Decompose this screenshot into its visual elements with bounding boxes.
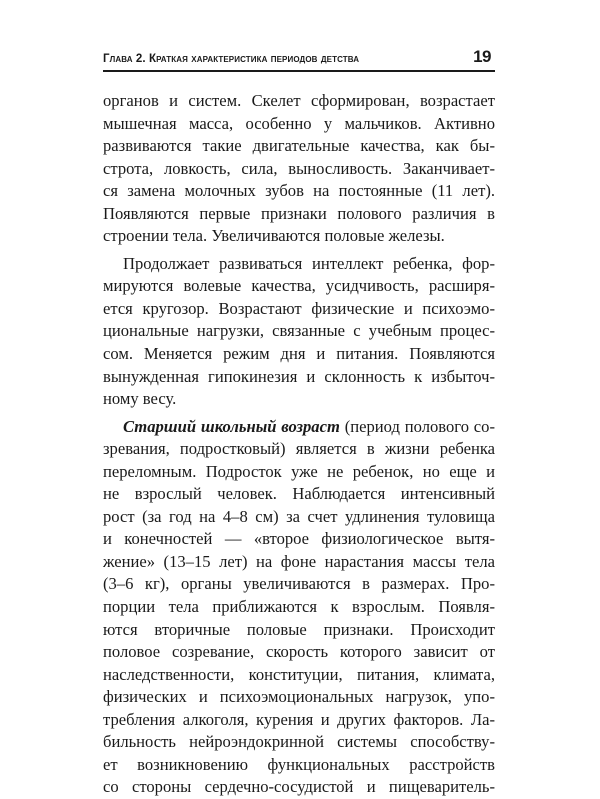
text-line: строта, ловкость, сила, выносливость. Заканчивает-: [103, 158, 495, 178]
paragraph-3: [103, 416, 495, 799]
text-line: строении тела. Увеличиваются половые железы.: [103, 226, 445, 246]
text-line: Появляются первые признаки полового различия в: [103, 203, 495, 223]
text-line: требления алкоголя, курения и других факторов. Ла-: [103, 709, 495, 729]
text-line: физических и психоэмоциональных нагрузок, упо-: [103, 687, 495, 707]
text-line: мируются волевые качества, усидчивость, расширя-: [103, 276, 495, 296]
page-number: 19: [473, 47, 491, 66]
paragraph-2: [103, 253, 495, 411]
text-line: и конечностей — «второе физиологическое вытя-: [103, 529, 495, 549]
text-line: органов и систем. Скелет сформирован, возрастает: [103, 91, 495, 110]
text-line: сом. Меняется режим дня и питания. Появляются: [103, 344, 495, 364]
paragraph-1: [103, 90, 495, 248]
text-line: жение» (13–15 лет) на фоне нарастания массы тела: [103, 551, 495, 571]
section-term: Старший школьный возраст: [123, 416, 340, 436]
text-line: ется кругозор. Возрастают физические и психоэмо-: [103, 298, 495, 318]
chapter-heading: [103, 53, 359, 65]
text-line: не взрослый человек. Наблюдается интенсивный: [103, 484, 495, 504]
text-line: ному весу.: [103, 389, 177, 409]
text-line: мышечная масса, особенно у мальчиков. Активно: [103, 113, 495, 133]
text-line: половое созревание, скорость которого зависит от: [103, 642, 495, 662]
text-line: [103, 416, 495, 439]
text-line: наследственности, конституции, питания, климата,: [103, 664, 495, 684]
text-line: вынужденная гипокинезия и склонность к избыточ-: [103, 366, 495, 386]
chapter-label: Глава 2.: [103, 53, 146, 65]
text-line: со стороны сердечно-сосудистой и пищеваритель-: [103, 777, 495, 797]
text-line: зревания, подростковый) является в жизни ребенка: [103, 439, 495, 459]
text-line: циональные нагрузки, связанные с учебным процес-: [103, 321, 495, 341]
text-line: порции тела приближаются к взрослым. Появля-: [103, 597, 495, 617]
text-line: ются вторичные половые признаки. Происходит: [103, 619, 495, 639]
text-line: Продолжает развиваться интеллект ребенка, фор-: [123, 253, 495, 273]
text-line: рост (за год на 4–8 см) за счет удлинения туловища: [103, 506, 495, 526]
text-line: ет возникновению функциональных расстройств: [103, 754, 495, 774]
text-line: переломным. Подросток уже не ребенок, но еще и: [103, 461, 495, 481]
body-text: [103, 90, 495, 799]
running-header: [103, 42, 495, 72]
text-line: развиваются такие двигательные качества, как бы-: [103, 136, 495, 156]
chapter-title: Краткая характеристика периодов детства: [148, 53, 360, 65]
text-line: (3–6 кг), органы увеличиваются в размерах. Про-: [103, 574, 495, 594]
text-line: ся замена молочных зубов на постоянные (11 лет).: [103, 181, 495, 201]
text-line: бильность нейроэндокринной системы способству-: [103, 732, 495, 752]
text-fragment: (период полового со-: [339, 416, 495, 436]
